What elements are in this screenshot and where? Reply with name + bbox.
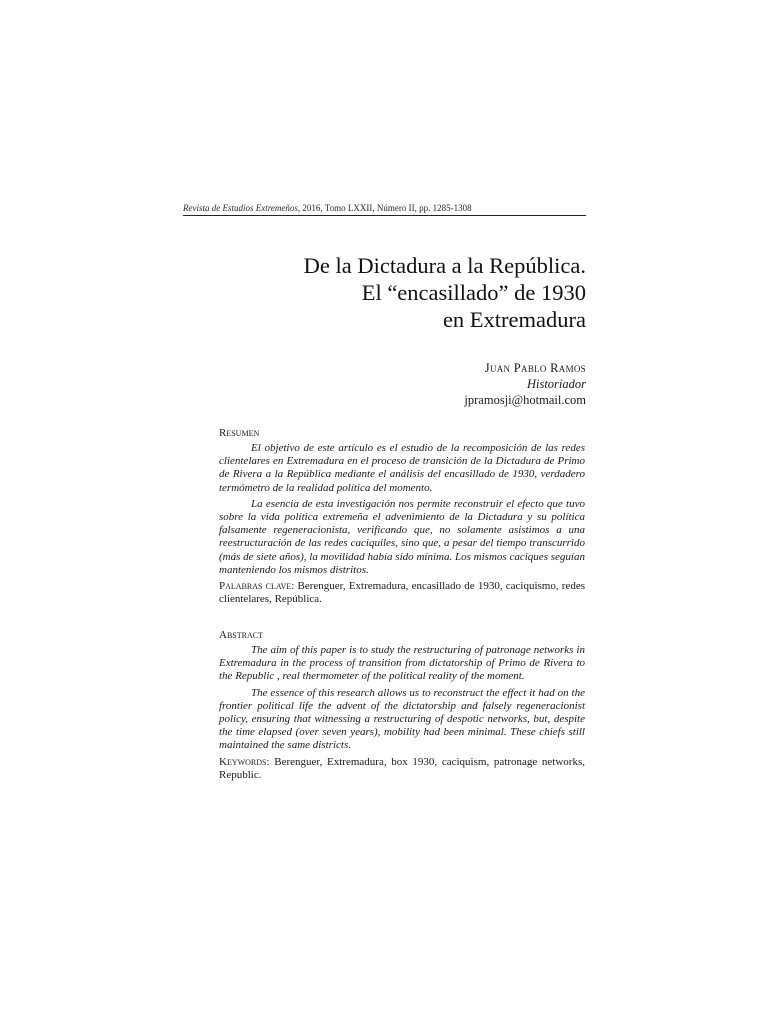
abstract-keywords-text: Berenguer, Extremadura, box 1930, caciquism, patronage networks, Republic. — [219, 755, 585, 781]
running-head — [183, 203, 586, 214]
resumen-paragraph: El objetivo de este artículo es el estudio de la recomposición de las redes clientelares en Extremadura en el proceso de transición de la Dictadura de Primo de Rivera a la República mediante el análisis del encasillado de 1930, verdadero termómetro de la realidad política del momento. — [219, 442, 585, 494]
title-line-1: De la Dictadura a la República. — [303, 253, 586, 278]
abstract-paragraph: The aim of this paper is to study the restructuring of patronage networks in Extremadura in the process of transition from dictatorship of Primo de Rivera to the Republic , real thermometer of the political reality of the moment. — [219, 644, 585, 683]
author-name: Juan Pablo Ramos — [484, 361, 586, 375]
title-line-3: en Extremadura — [442, 307, 586, 332]
resumen-section — [219, 426, 585, 606]
author-role: Historiador — [526, 377, 586, 391]
resumen-keywords-label: Palabras clave: — [219, 580, 295, 593]
author-block — [300, 360, 586, 408]
title-line-2: El “encasillado” de 1930 — [361, 280, 586, 305]
journal-name: Revista de Estudios Extremeños — [183, 203, 298, 213]
header-rule — [183, 215, 586, 216]
abstract-section — [219, 628, 585, 782]
author-email[interactable]: jpramosji@hotmail.com — [464, 393, 586, 407]
resumen-keywords — [219, 580, 585, 606]
resumen-paragraph: La esencia de esta investigación nos permite reconstruir el efecto que tuvo sobre la vida política extremeña el advenimiento de la Dictadura y su política falsamente regeneracionista, verificando que, no solamente asistimos a una reestructuración de las redes caciquiles, sino que, a pesar del tiempo transcurrido (más de siete años), la movilidad había sido mínima. Los mismos caciques seguían manteniendo los mismos distritos. — [219, 497, 585, 576]
abstract-keywords — [219, 756, 585, 782]
issue-info: , 2016, Tomo LXXII, Número II, pp. 1285-1308 — [297, 203, 472, 213]
article-title — [183, 252, 586, 333]
resumen-heading: Resumen — [219, 427, 260, 439]
abstract-paragraph: The essence of this research allows us to reconstruct the effect it had on the frontier political life the advent of the dictatorship and falsely regeneracionist policy, ensuring that witnessing a restructuring of despotic networks, but, despite the time elapsed (over seven years), mobility had been minimal. These chiefs still maintained the same districts. — [219, 686, 585, 752]
abstract-keywords-label: Keywords: — [219, 755, 270, 768]
abstract-heading: Abstract — [219, 629, 263, 641]
resumen-keywords-text: Berenguer, Extremadura, encasillado de 1930, caciquismo, redes clientelares, República. — [219, 580, 585, 606]
